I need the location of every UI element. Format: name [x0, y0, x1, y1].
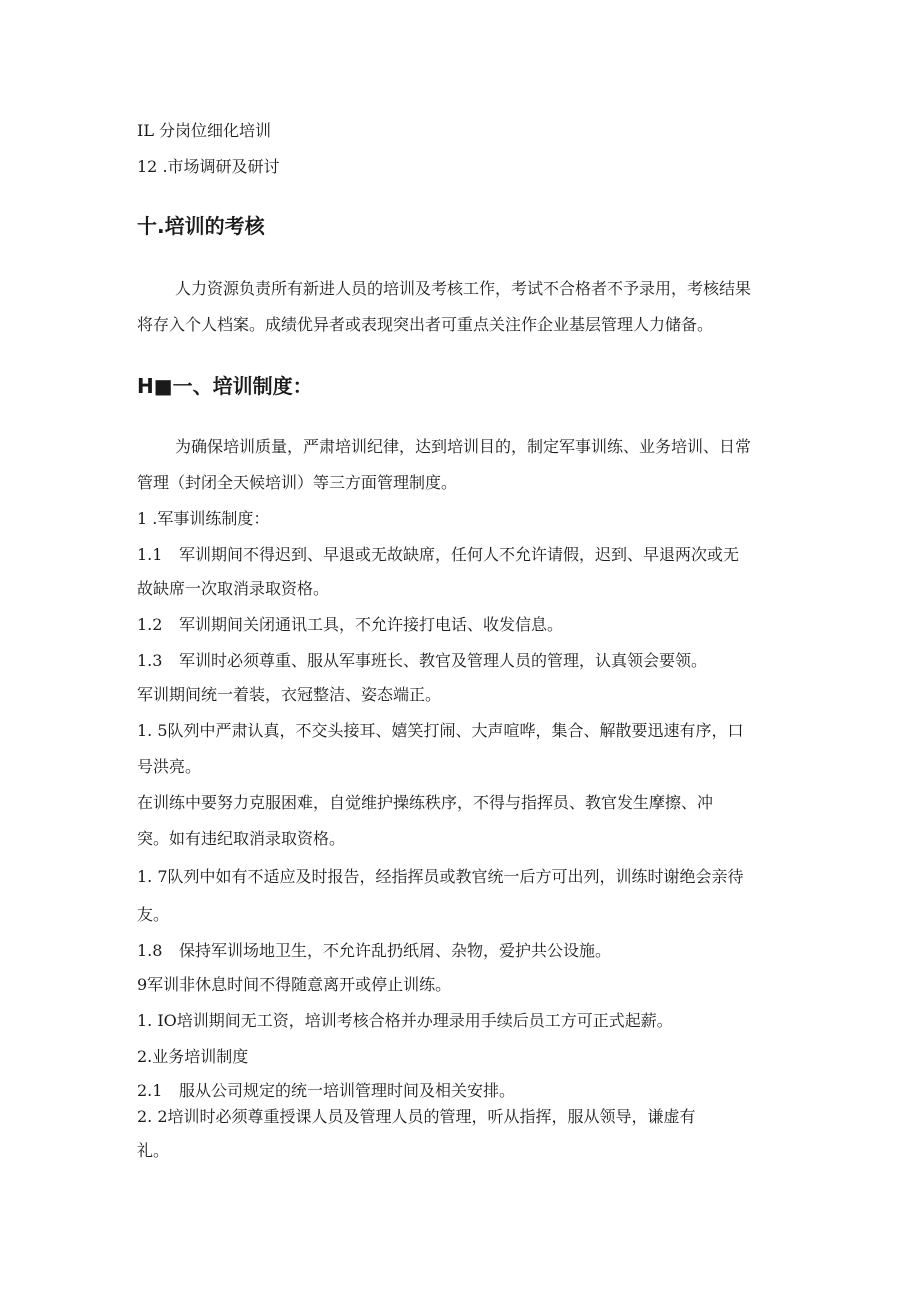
list-item: 12 .市场调研及研讨: [137, 157, 280, 176]
rule-line: 突。如有违纪取消录取资格。: [137, 829, 346, 848]
rule-line: 2. 2培训时必须尊重授课人员及管理人员的管理，听从指挥，服从领导，谦虚有: [137, 1107, 696, 1126]
rule-text: 军训期间不得迟到、早退或无故缺席，任何人不允许请假，迟到、早退两次或无: [179, 545, 740, 564]
rule-text: 军训期间关闭通讯工具，不允许接打电话、收发信息。: [179, 615, 564, 634]
rule-number: 2.1: [137, 1081, 163, 1100]
rule-line: 在训练中要努力克服困难，自觉维护操练秩序，不得与指挥员、教官发生摩擦、冲: [137, 793, 714, 812]
rule-number: 1.3: [137, 651, 163, 670]
rule-text: 保持军训场地卫生，不允许乱扔纸屑、杂物，爱护共公设施。: [179, 941, 612, 960]
subsection-title: 1 .军事训练制度：: [137, 509, 270, 528]
rule-line: 号洪亮。: [137, 757, 202, 776]
list-item: IL 分岗位细化培训: [137, 121, 272, 140]
rule-line: [137, 614, 563, 636]
rule-line: 9军训非休息时间不得随意离开或停止训练。: [137, 975, 452, 994]
subsection-title: 2.业务培训制度: [137, 1047, 249, 1066]
section-heading: H■一、培训制度：: [137, 374, 313, 398]
rule-line: [137, 940, 611, 962]
rule-line: 礼。: [137, 1141, 170, 1160]
section-heading: 十.培训的考核: [137, 214, 265, 238]
rule-line: 故缺席一次取消录取资格。: [137, 579, 330, 598]
rule-number: 1.1: [137, 545, 163, 564]
rule-number: 1.8: [137, 941, 163, 960]
rule-line: 1. 5队列中严肃认真，不交头接耳、嬉笑打闹、大声喧哗，集合、解散要迅速有序，口: [137, 721, 744, 740]
paragraph-line: 将存入个人档案。成绩优异者或表现突出者可重点关注作企业基层管理人力储备。: [137, 315, 714, 334]
rule-line: [137, 1080, 515, 1102]
paragraph-line: 为确保培训质量，严肃培训纪律，达到培训目的，制定军事训练、业务培训、日常: [175, 437, 752, 456]
rule-line: 友。: [137, 905, 170, 924]
rule-line: 1. IO培训期间无工资，培训考核合格并办理录用手续后员工方可正式起薪。: [137, 1011, 673, 1030]
rule-number: 1.2: [137, 615, 163, 634]
rule-text: 服从公司规定的统一培训管理时间及相关安排。: [179, 1081, 516, 1100]
rule-line: 1. 7队列中如有不适应及时报告，经指挥员或教官统一后方可出列，训练时谢绝会亲待: [137, 867, 744, 886]
paragraph-line: 人力资源负责所有新进人员的培训及考核工作，考试不合格者不予录用，考核结果: [175, 279, 752, 298]
paragraph-line: 管理（封闭全天候培训）等三方面管理制度。: [137, 473, 458, 492]
rule-text: 军训时必须尊重、服从军事班长、教官及管理人员的管理，认真领会要领。: [179, 651, 708, 670]
rule-line: [137, 544, 739, 566]
rule-line: [137, 650, 707, 672]
rule-line: 军训期间统一着装，衣冠整洁、姿态端正。: [137, 685, 442, 704]
